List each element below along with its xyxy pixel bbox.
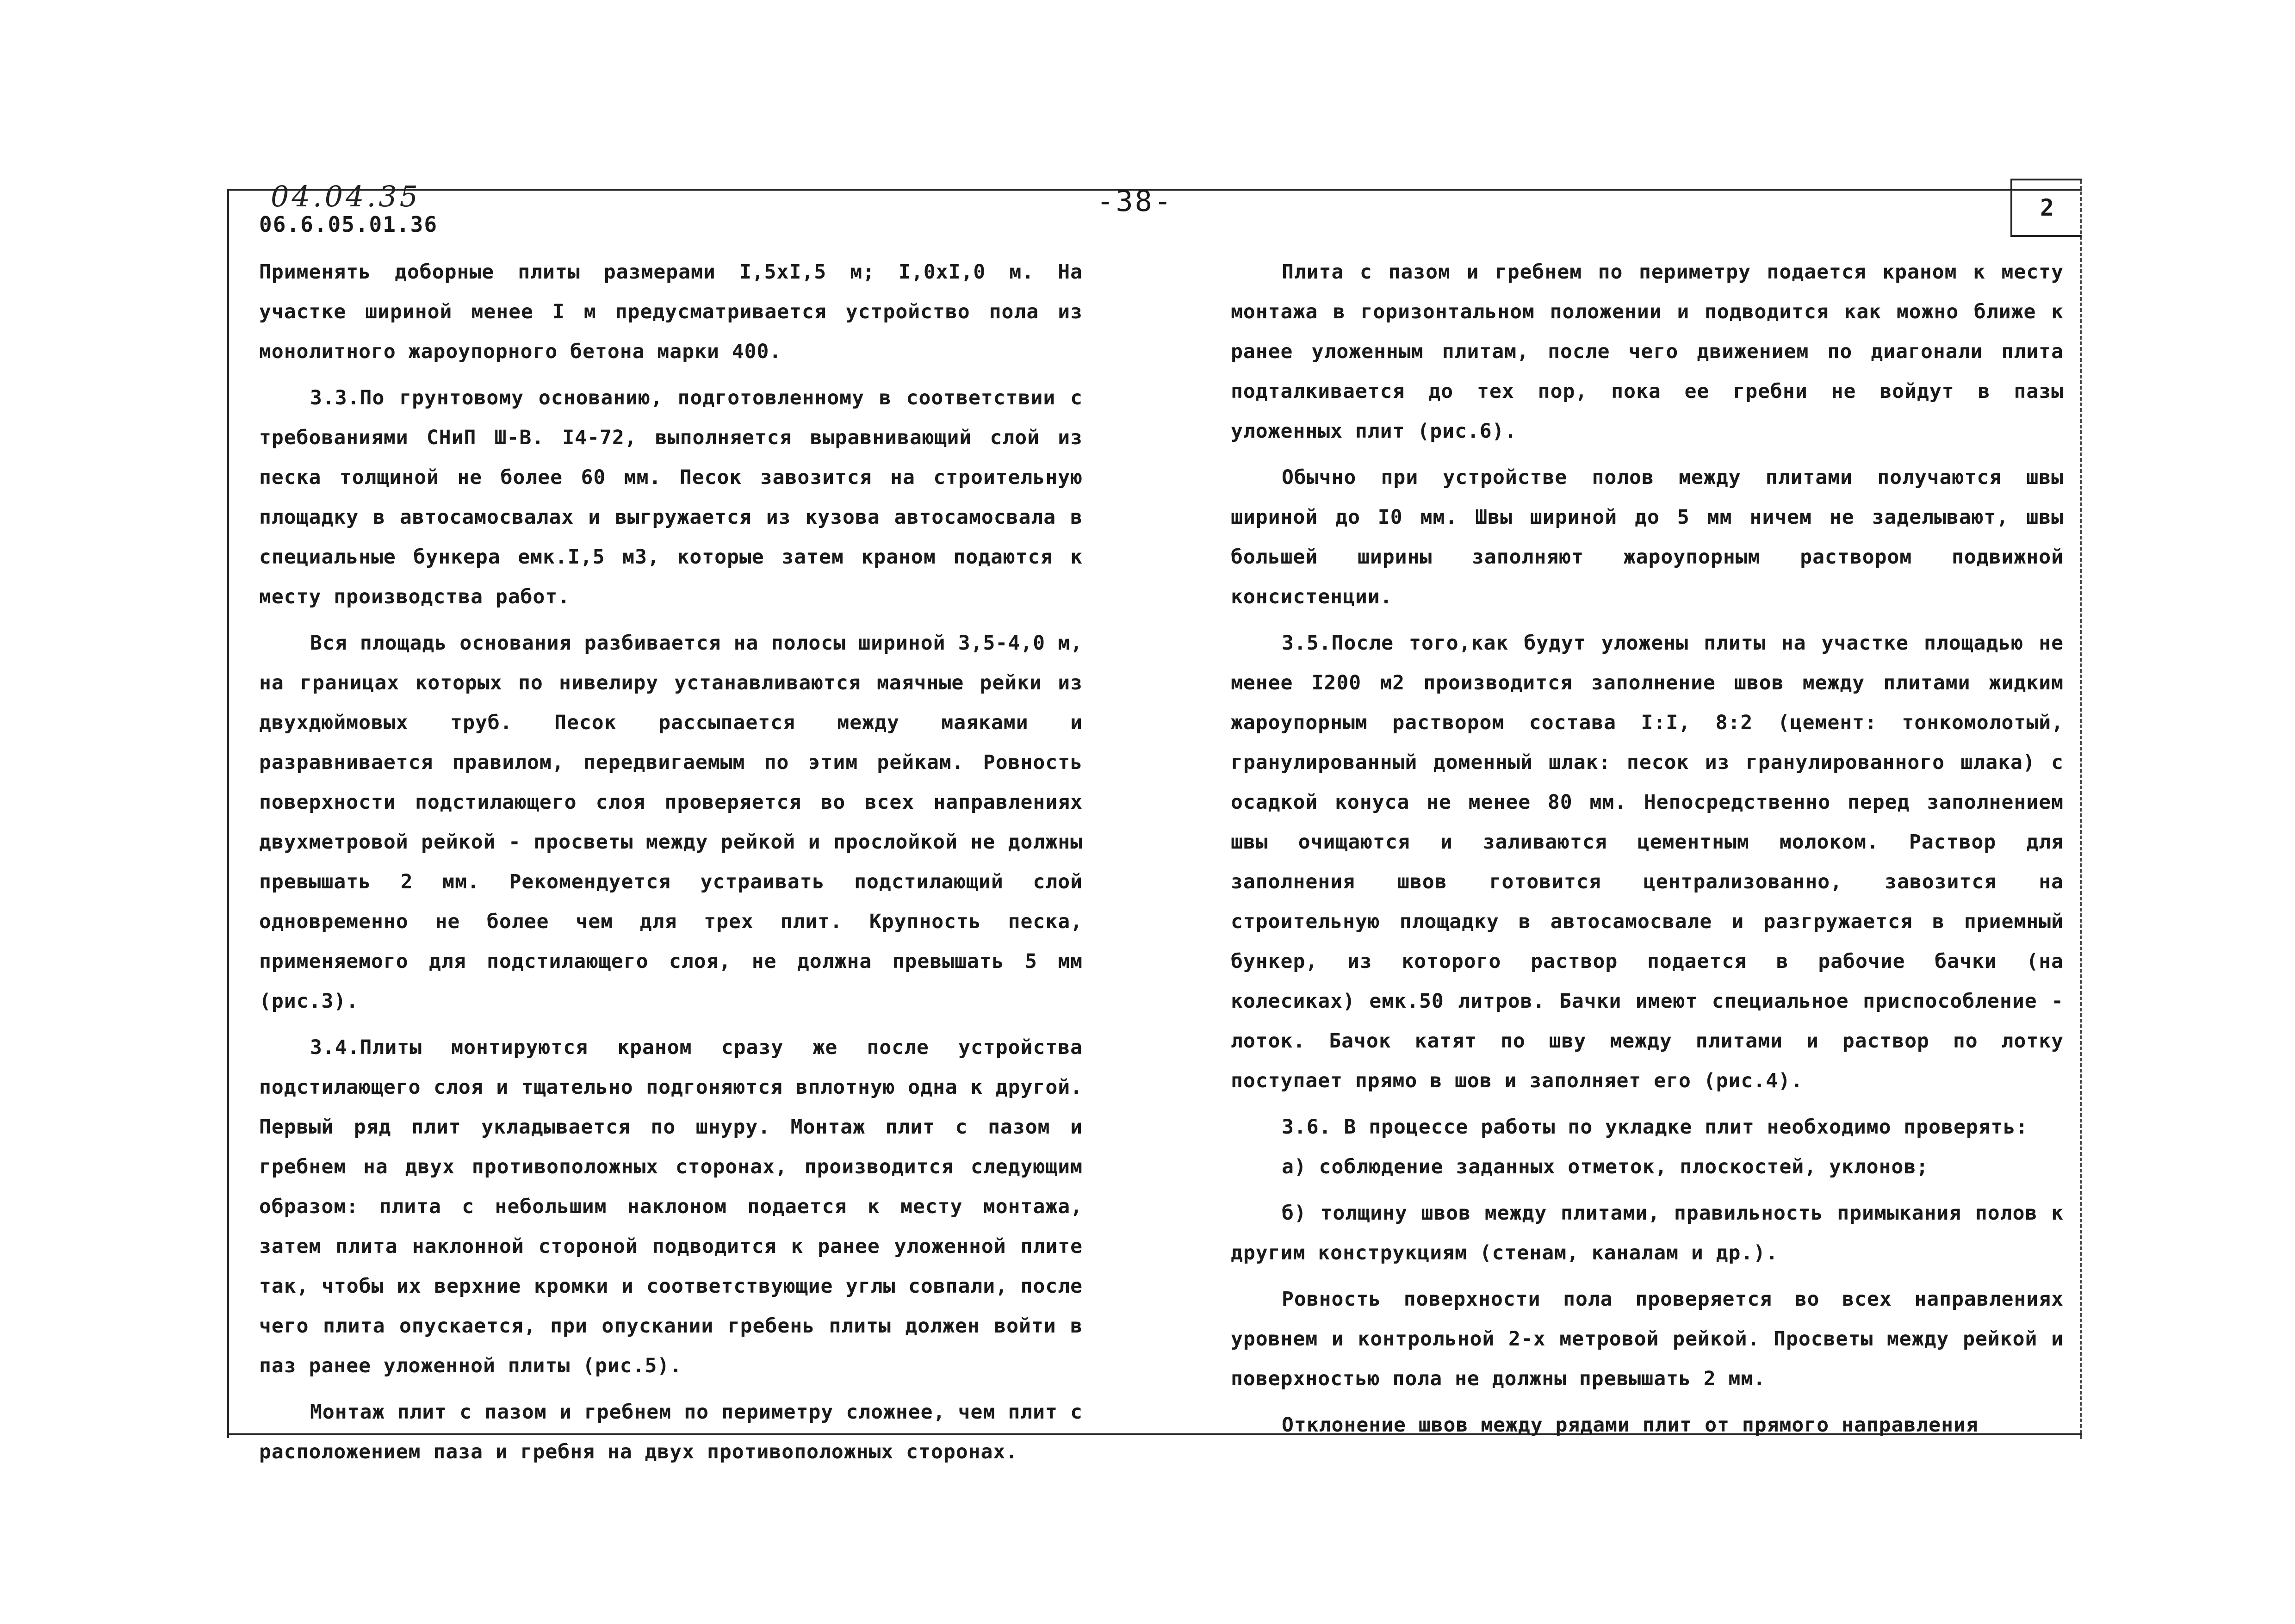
sheet-number-box <box>2010 179 2082 237</box>
paragraph: Отклонение швов между рядами плит от прямого направления <box>1282 1413 1979 1437</box>
paragraph: 3.6. В процессе работы по укладке плит необходимо проверять: <box>1282 1116 2028 1139</box>
paragraph: Обычно при устройстве полов между плитами получаются швы шириной до I0 мм. Швы шириной до 5 мм ничем не заделывают, швы большей ширины заполняют жароупорным раствором подвижной консистенции. <box>1231 466 2064 608</box>
document-code: 06.6.05.01.36 <box>259 212 438 237</box>
frame-right-border <box>2080 180 2082 1439</box>
frame-left-border <box>227 189 229 1438</box>
list-item: а) соблюдение заданных отметок, плоскостей, уклонов; <box>1282 1155 1929 1178</box>
left-text-column <box>259 252 1083 1478</box>
page-number: -38- <box>1097 184 1173 218</box>
paragraph: Применять доборные плиты размерами I,5xI,5 м; I,0xI,0 м. На участке шириной менее I м предусматривается устройство пола из монолитного жароупорного бетона марки 400. <box>259 260 1083 363</box>
paragraph: Вся площадь основания разбивается на полосы шириной 3,5-4,0 м, на границах которых по нивелиру устанавливаются маячные рейки из двухдюймовых труб. Песок рассыпается между маяками и разравнивается правилом, передвигаемым по этим рейкам. Ровность поверхности подстилающего слоя проверяется во всех направлениях двухметровой рейкой - просветы между рейкой и прослойкой не должны превышать 2 мм. Рекомендуется устраивать подстилающий слой одновременно не более чем для трех плит. Крупность песка, применяемого для подстилающего слоя, не должна превышать 5 мм (рис.3). <box>259 632 1083 1013</box>
paragraph: 3.5.После того,как будут уложены плиты на участке площадью не менее I200 м2 производится заполнение швов между плитами жидким жароупорным раствором состава I:I, 8:2 (цемент: тонкомолотый, гранулированный доменный шлак: песок из гранулированного шлака) с осадкой конуса не менее 80 мм. Непосредственно перед заполнением швы очищаются и заливаются цементным молоком. Раствор для заполнения швов готовится централизованно, завозится на строительную площадку в автосамосвале и разгружается в приемный бункер, из которого раствор подается в рабочие бачки (на колесиках) емк.50 литров. Бачки имеют специальное приспособление - лоток. Бачок катят по шву между плитами и раствор по лотку поступает прямо в шов и заполняет его (рис.4). <box>1231 632 2064 1092</box>
list-item: б) толщину швов между плитами, правильность примыкания полов к другим конструкциям (стенам, каналам и др.). <box>1231 1202 2064 1264</box>
paragraph: Плита с пазом и гребнем по периметру подается краном к месту монтажа в горизонтальном положении и подводится как можно ближе к ранее уложенным плитам, после чего движением по диагонали плита подталкивается до тех пор, пока ее гребни не войдут в пазы уложенных плит (рис.6). <box>1231 260 2064 443</box>
right-text-column <box>1231 252 2064 1451</box>
paragraph: Монтаж плит с пазом и гребнем по периметру сложнее, чем плит с расположением паза и гребня на двух противоположных сторонах. <box>259 1401 1083 1463</box>
sheet-number: 2 <box>2040 194 2054 221</box>
paragraph: 3.4.Плиты монтируются краном сразу же после устройства подстилающего слоя и тщательно подгоняются вплотную одна к другой. Первый ряд плит укладывается по шнуру. Монтаж плит с пазом и гребнем на двух противоположных сторонах, производится следующим образом: плита с небольшим наклоном подается к месту монтажа, затем плита наклонной стороной подводится к ранее уложенной плите так, чтобы их верхние кромки и соответствующие углы совпали, после чего плита опускается, при опускании гребень плиты должен войти в паз ранее уложенной плиты (рис.5). <box>259 1036 1083 1377</box>
handwritten-document-code: 04.04.35 <box>271 180 421 213</box>
paragraph: Ровность поверхности пола проверяется во всех направлениях уровнем и контрольной 2-х метровой рейкой. Просветы между рейкой и поверхностью пола не должны превышать 2 мм. <box>1231 1288 2064 1390</box>
paragraph: 3.3.По грунтовому основанию, подготовленному в соответствии с требованиями СНиП Ш-В. I4-72, выполняется выравнивающий слой из песка толщиной не более 60 мм. Песок завозится на строительную площадку в автосамосвалах и выгружается из кузова автосамосвала в специальные бункера емк.I,5 м3, которые затем краном подаются к месту производства работ. <box>259 386 1083 608</box>
